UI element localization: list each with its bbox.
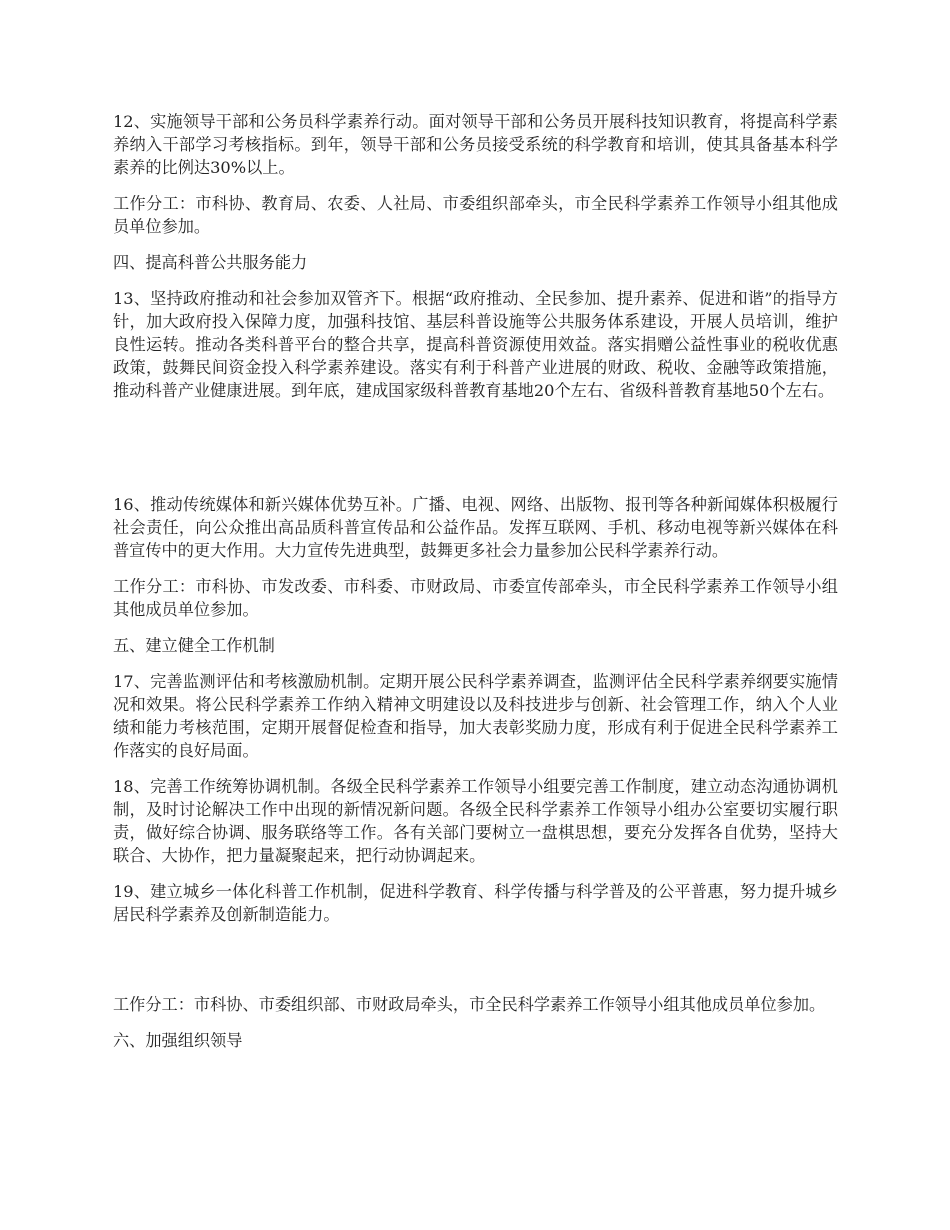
blank-gap xyxy=(113,415,838,493)
section-heading-4: 四、提高科普公共服务能力 xyxy=(113,253,308,272)
paragraph-item-12: 12、实施领导干部和公务员科学素养行动。面对领导干部和公务员开展科技知识教育，将提高科学素养纳入干部学习考核指标。到年，领导干部和公务员接受系统的科学教育和培训，使其具备基本科学素养的比例达30%以上。 xyxy=(113,112,838,177)
paragraph-division-of-work-3: 工作分工：市科协、市委组织部、市财政局牵头，市全民科学素养工作领导小组其他成员单位参加。 xyxy=(113,995,826,1014)
paragraph-item-16: 16、推动传统媒体和新兴媒体优势互补。广播、电视、网络、出版物、报刊等各种新闻媒体积极履行社会责任，向公众推出高品质科普宣传品和公益作品。发挥互联网、手机、移动电视等新兴媒体在科普宣传中的更大作用。大力宣传先进典型，鼓舞更多社会力量参加公民科学素养行动。 xyxy=(113,495,838,560)
paragraph-item-18: 18、完善工作统筹协调机制。各级全民科学素养工作领导小组要完善工作制度，建立动态沟通协调机制，及时讨论解决工作中出现的新情况新问题。各级全民科学素养工作领导小组办公室要切实履行职责，做好综合协调、服务联络等工作。各有关部门要树立一盘棋思想，要充分发挥各自优势，坚持大联合、大协作，把力量凝聚起来，把行动协调起来。 xyxy=(113,777,838,865)
paragraph-item-19: 19、建立城乡一体化科普工作机制，促进科学教育、科学传播与科学普及的公平普惠，努力提升城乡居民科学素养及创新制造能力。 xyxy=(113,882,838,924)
section-heading-5: 五、建立健全工作机制 xyxy=(113,636,275,655)
paragraph-item-13: 13、坚持政府推动和社会参加双管齐下。根据“政府推动、全民参加、提升素养、促进和谐”的指导方针，加大政府投入保障力度，加强科技馆、基层科普设施等公共服务体系建设，开展人员培训，维护良性运转。推动各类科普平台的整合共享，提高科普资源使用效益。落实捐赠公益性事业的税收优惠政策，鼓舞民间资金投入科学素养建设。落实有利于科普产业进展的财政、税收、金融等政策措施，推动科普产业健康进展。到年底，建成国家级科普教育基地20个左右、省级科普教育基地50个左右。 xyxy=(113,289,838,400)
paragraph-item-17: 17、完善监测评估和考核激励机制。定期开展公民科学素养调查，监测评估全民科学素养纲要实施情况和效果。将公民科学素养工作纳入精神文明建设以及科技进步与创新、社会管理工作，纳入个人业绩和能力考核范围，定期开展督促检查和指导，加大表彰奖励力度，形成有利于促进全民科学素养工作落实的良好局面。 xyxy=(113,672,838,760)
paragraph-division-of-work-2: 工作分工：市科协、市发改委、市科委、市财政局、市委宣传部牵头，市全民科学素养工作领导小组其他成员单位参加。 xyxy=(113,577,838,619)
blank-gap xyxy=(113,939,838,993)
section-heading-6: 六、加强组织领导 xyxy=(113,1031,243,1050)
paragraph-division-of-work-1: 工作分工：市科协、教育局、农委、人社局、市委组织部牵头，市全民科学素养工作领导小组其他成员单位参加。 xyxy=(113,194,838,236)
